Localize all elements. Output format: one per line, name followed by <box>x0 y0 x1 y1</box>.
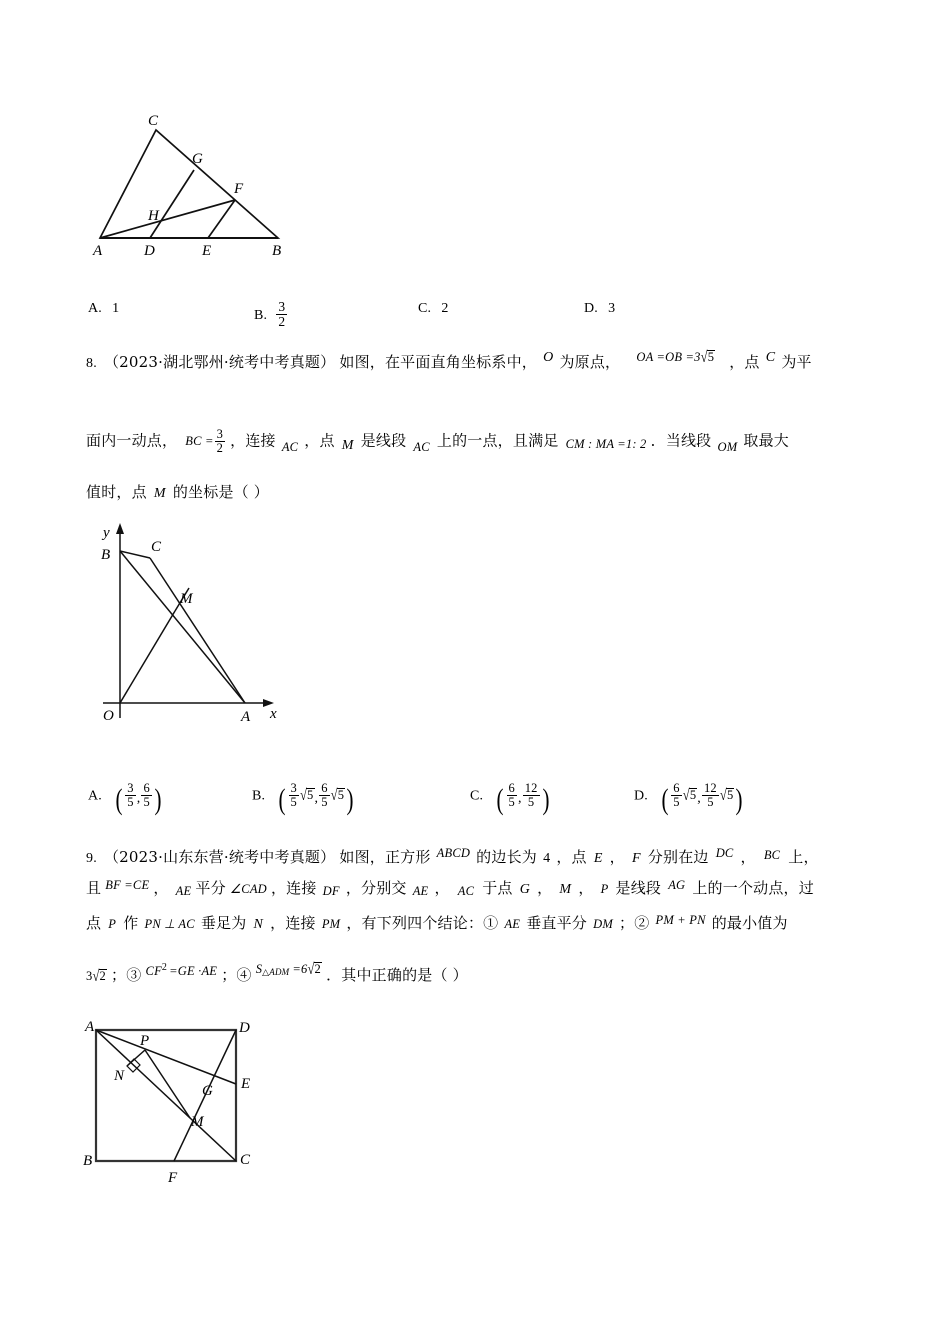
q9-point-p-2: P <box>108 917 117 931</box>
q9-point-g: G <box>519 882 530 897</box>
q9-text-13: ， <box>434 879 450 897</box>
fraction-numerator: 3 <box>127 781 134 795</box>
q8-point-m-2: M <box>153 486 166 501</box>
q8-text-11: 取最大 <box>743 431 789 450</box>
q9-point-n: N <box>253 917 264 932</box>
q9-text-1: 如图，正方形 <box>339 848 431 866</box>
fraction-denominator: 5 <box>321 795 328 810</box>
q9-side-length: 4 <box>543 851 551 866</box>
paren-left: ( <box>661 783 669 817</box>
q8-text-3: ，点 <box>729 353 760 371</box>
paren-right: ) <box>154 783 162 817</box>
q9-text-21: 垂足为 <box>200 914 247 932</box>
q8-option-c[interactable]: C. ( $\frac{6}{5}$ , $\frac{12}{5}$ ) <box>470 781 550 817</box>
q9-conclusion4-S: S <box>255 962 263 976</box>
q9-conclusion1-dm: DM <box>593 917 613 931</box>
fraction-denominator: 5 <box>702 795 719 809</box>
q7-option-d-label: D. <box>584 301 599 316</box>
figure1-label-D: D <box>144 243 155 258</box>
fraction-denominator: 5 <box>673 795 680 810</box>
fraction-denominator: 2 <box>278 314 286 330</box>
fraction-numerator: 12 <box>524 781 538 795</box>
q9-stem-line-2 <box>86 878 814 898</box>
q9-segment-df: DF <box>322 884 340 898</box>
figure3-label-F: F <box>168 1170 178 1186</box>
q9-text-18: 上的一个动点，过 <box>692 879 814 897</box>
q7-option-c-label: C. <box>418 301 432 316</box>
q8-option-a-x <box>125 782 135 809</box>
q9-text-6: ， <box>740 848 756 866</box>
q8-option-d-label: D. <box>634 788 649 804</box>
radicand: 5 <box>689 788 697 803</box>
fraction-denominator: 5 <box>290 795 297 810</box>
q8-option-d-y <box>702 782 719 809</box>
q9-perpendicular-pn-ac: PN ⊥ AC <box>144 917 195 931</box>
q7-option-a-label: A. <box>88 301 103 316</box>
q9-conclusion1-ae: AE <box>504 917 521 931</box>
q8-radical-5: √5 <box>700 348 715 366</box>
fraction-denominator: 5 <box>127 795 134 810</box>
q7-option-d-value: 3 <box>608 301 616 316</box>
figure3-label-B: B <box>83 1153 93 1169</box>
q8-text-5: 面内一动点， <box>86 431 178 450</box>
q8-option-b-y <box>319 782 329 809</box>
radicand: 5 <box>707 350 715 364</box>
q9-text-7: 上， <box>788 848 819 866</box>
fraction-numerator: 6 <box>321 781 328 795</box>
q8-stem-line-2 <box>86 428 789 455</box>
q8-option-d-y-radical: √5 <box>719 786 734 804</box>
q9-segment-pm: PM <box>321 917 341 931</box>
q9-text-15: ， <box>537 879 553 897</box>
q9-text-20: 作 <box>123 914 139 932</box>
q9-text-24: 垂直平分 <box>526 914 588 932</box>
q8-option-d[interactable]: D. ( $\frac{6}{5}$ √5, $\frac{12}{5}$ √5) <box>634 781 744 817</box>
figure1-label-E: E <box>202 243 212 258</box>
q7-option-c-value: 2 <box>441 301 449 316</box>
paren-right: ) <box>735 783 744 817</box>
figure2-label-B: B <box>101 547 111 563</box>
q9-conclusion4-eq: =6 <box>292 962 308 976</box>
q8-text-4: 为平 <box>781 353 812 371</box>
q9-point-f: F <box>631 851 641 866</box>
radicand: 5 <box>726 788 734 803</box>
fraction-numerator: 6 <box>143 781 150 795</box>
figure2-label-A: A <box>241 709 251 725</box>
figure2-axis-label-x: x <box>270 706 277 722</box>
radicand: 2 <box>314 962 321 976</box>
q8-segment-om: OM <box>717 440 738 455</box>
q9-text-9: ， <box>153 879 169 897</box>
figure3-label-P: P <box>140 1033 150 1049</box>
q9-stem-line-3 <box>86 913 788 932</box>
q7-option-b-fraction <box>276 300 287 329</box>
q9-text-23: ，有下列四个结论：① <box>346 914 499 932</box>
q8-text-10: ．当线段 <box>650 431 712 450</box>
q9-segment-ae: AE <box>175 884 192 898</box>
q8-symbol-O: O <box>543 350 554 365</box>
q9-conclusion3-rhs: =GE ·AE <box>169 964 218 978</box>
figure1-label-G: G <box>192 151 203 167</box>
q9-number: 9. <box>86 851 97 866</box>
q9-text-16: ， <box>578 879 594 897</box>
figure1-label-C: C <box>148 113 159 129</box>
q8-text-2: 为原点， <box>559 353 621 371</box>
figure2-label-M: M <box>180 591 193 607</box>
fraction-numerator: 6 <box>673 781 680 795</box>
q9-text-14: 于点 <box>482 879 513 897</box>
figure1-label-B: B <box>272 243 282 258</box>
q8-option-b[interactable]: B. ( $\frac{3}{5}$ √5, $\frac{6}{5}$ √5) <box>252 781 354 817</box>
q9-segment-ae-2: AE <box>412 884 429 898</box>
q9-conclusion4-radical: √2 <box>307 960 321 978</box>
q8-option-c-x <box>507 782 517 809</box>
q9-text-10: 平分 <box>195 879 226 897</box>
figure2-label-O: O <box>103 708 114 724</box>
q9-text-8: 且 <box>86 879 102 897</box>
q7-option-a[interactable] <box>88 300 119 316</box>
fraction-denominator: 2 <box>216 441 224 456</box>
q9-stem-line-4 <box>86 960 468 985</box>
q9-text-22: ，连接 <box>270 914 316 932</box>
q8-option-a-label: A. <box>88 788 103 804</box>
q8-option-c-y <box>523 782 540 809</box>
figure-cartesian-plane <box>95 518 290 738</box>
q8-option-d-x <box>671 782 681 809</box>
q8-bc-fraction <box>215 428 225 455</box>
q8-number: 8. <box>86 356 97 371</box>
q9-source: （2023·山东东营·统考中考真题） <box>103 848 336 866</box>
q9-text-29: ．其中正确的是（ ） <box>326 966 468 984</box>
q7-option-c[interactable] <box>418 300 449 316</box>
q9-segment-dc: DC <box>715 846 734 860</box>
q9-conclusion2-radical: √2 <box>92 967 106 985</box>
q9-conclusion3-cf: CF <box>145 964 162 978</box>
q8-equation-oa-ob: OA =OB =3 <box>636 350 701 364</box>
q9-conclusion3-exponent: 2 <box>161 962 168 973</box>
q9-angle-cad: ∠CAD <box>229 882 267 896</box>
q8-segment-ac-2: AC <box>413 440 430 455</box>
q8-point-m: M <box>341 438 354 454</box>
q9-text-5: 分别在边 <box>647 848 709 866</box>
q9-text-28: ；④ <box>221 966 252 984</box>
fraction-numerator: 3 <box>290 781 297 795</box>
figure3-label-A: A <box>85 1019 95 1035</box>
q9-text-2: 的边长为 <box>476 848 537 866</box>
q9-text-3: ，点 <box>556 848 587 866</box>
figure3-label-D: D <box>239 1020 250 1036</box>
q8-text-9: 上的一点，且满足 <box>436 431 559 450</box>
fraction-numerator: 12 <box>703 781 717 795</box>
figure-square-abcd <box>78 1018 293 1193</box>
q8-option-c-label: C. <box>470 788 484 804</box>
q9-text-11: ，连接 <box>270 879 317 897</box>
figure1-label-A: A <box>93 243 103 258</box>
figure3-label-M: M <box>191 1114 204 1130</box>
q8-option-b-label: B. <box>252 788 266 804</box>
fraction-numerator: 3 <box>216 427 224 441</box>
q8-option-b-y-radical: √5 <box>330 786 345 804</box>
figure1-label-F: F <box>234 181 244 197</box>
fraction-numerator: 3 <box>278 299 286 314</box>
q8-text-8: 是线段 <box>360 431 407 450</box>
q9-segment-ag: AG <box>668 878 686 892</box>
q9-segment-ac: AC <box>457 884 475 898</box>
figure-triangle-abc <box>88 108 303 258</box>
figure1-label-H: H <box>148 208 159 224</box>
q9-point-p: P <box>600 882 609 896</box>
figure2-label-C: C <box>151 539 162 555</box>
figure3-label-G: G <box>202 1083 213 1099</box>
q9-text-27: ；③ <box>111 966 142 984</box>
q8-segment-ac: AC <box>281 440 299 455</box>
q8-option-a-y <box>141 782 151 809</box>
fraction-numerator: 6 <box>508 781 515 795</box>
q9-text-26: 的最小值为 <box>711 914 788 932</box>
fraction-denominator: 5 <box>143 795 150 810</box>
q8-option-d-x-radical: √5 <box>682 786 697 804</box>
q8-text-13: 的坐标是（ ） <box>172 483 270 501</box>
radicand: 5 <box>307 788 314 803</box>
q8-ratio-cm-ma: CM : MA =1: 2 <box>565 437 647 452</box>
radicand: 2 <box>99 969 106 983</box>
q8-option-a[interactable]: A. ( $\frac{3}{5}$ , $\frac{6}{5}$ ) <box>88 781 162 817</box>
q8-option-b-x-radical: √5 <box>299 786 314 804</box>
q9-segment-bc: BC <box>763 848 781 862</box>
paren-left: ( <box>278 783 287 817</box>
figure3-label-N: N <box>114 1068 125 1084</box>
figure3-label-C: C <box>240 1152 251 1168</box>
q8-equation-bc: BC = <box>185 434 214 449</box>
q7-option-d[interactable] <box>584 300 615 316</box>
q9-square-abcd: ABCD <box>436 846 471 860</box>
q8-stem-line-1 <box>86 348 812 371</box>
figure3-label-E: E <box>241 1076 251 1092</box>
q9-text-12: ，分别交 <box>345 879 407 897</box>
fraction-denominator: 5 <box>508 795 515 810</box>
q9-stem-line-1 <box>86 846 819 866</box>
q7-option-a-value: 1 <box>112 301 120 316</box>
radicand: 5 <box>337 788 345 803</box>
q9-text-25: ；② <box>619 914 650 932</box>
q9-text-19: 点 <box>86 914 102 932</box>
q8-source: （2023·湖北鄂州·统考中考真题） <box>103 353 336 371</box>
q7-option-b[interactable] <box>254 300 288 329</box>
paren-right: ) <box>346 783 354 817</box>
q7-option-b-label: B. <box>254 307 268 323</box>
q9-equation-bf-ce: BF =CE <box>105 878 150 892</box>
q8-text-1: 如图，在平面直角坐标系中， <box>339 353 537 371</box>
q9-conclusion4-subscript: △ADM <box>262 967 290 978</box>
paren-left: ( <box>496 783 505 817</box>
q9-conclusion2-expr: PM + PN <box>655 913 706 927</box>
q9-conclusion2-coef: 3 <box>86 969 93 983</box>
fraction-denominator: 5 <box>523 795 540 809</box>
paren-right: ) <box>542 783 550 817</box>
q8-option-b-x <box>289 782 299 809</box>
q9-point-m: M <box>559 882 572 897</box>
q8-stem-line-3 <box>86 485 269 501</box>
figure2-axis-label-y: y <box>103 525 110 541</box>
q8-symbol-C: C <box>765 350 776 365</box>
q8-text-7: ，点 <box>304 431 335 450</box>
q9-text-17: 是线段 <box>615 879 662 897</box>
q8-text-6: ，连接 <box>230 431 276 450</box>
paren-left: ( <box>115 783 123 817</box>
q9-text-4: ， <box>609 848 625 866</box>
q9-point-e: E <box>593 851 603 866</box>
q8-text-12: 值时，点 <box>86 483 147 501</box>
